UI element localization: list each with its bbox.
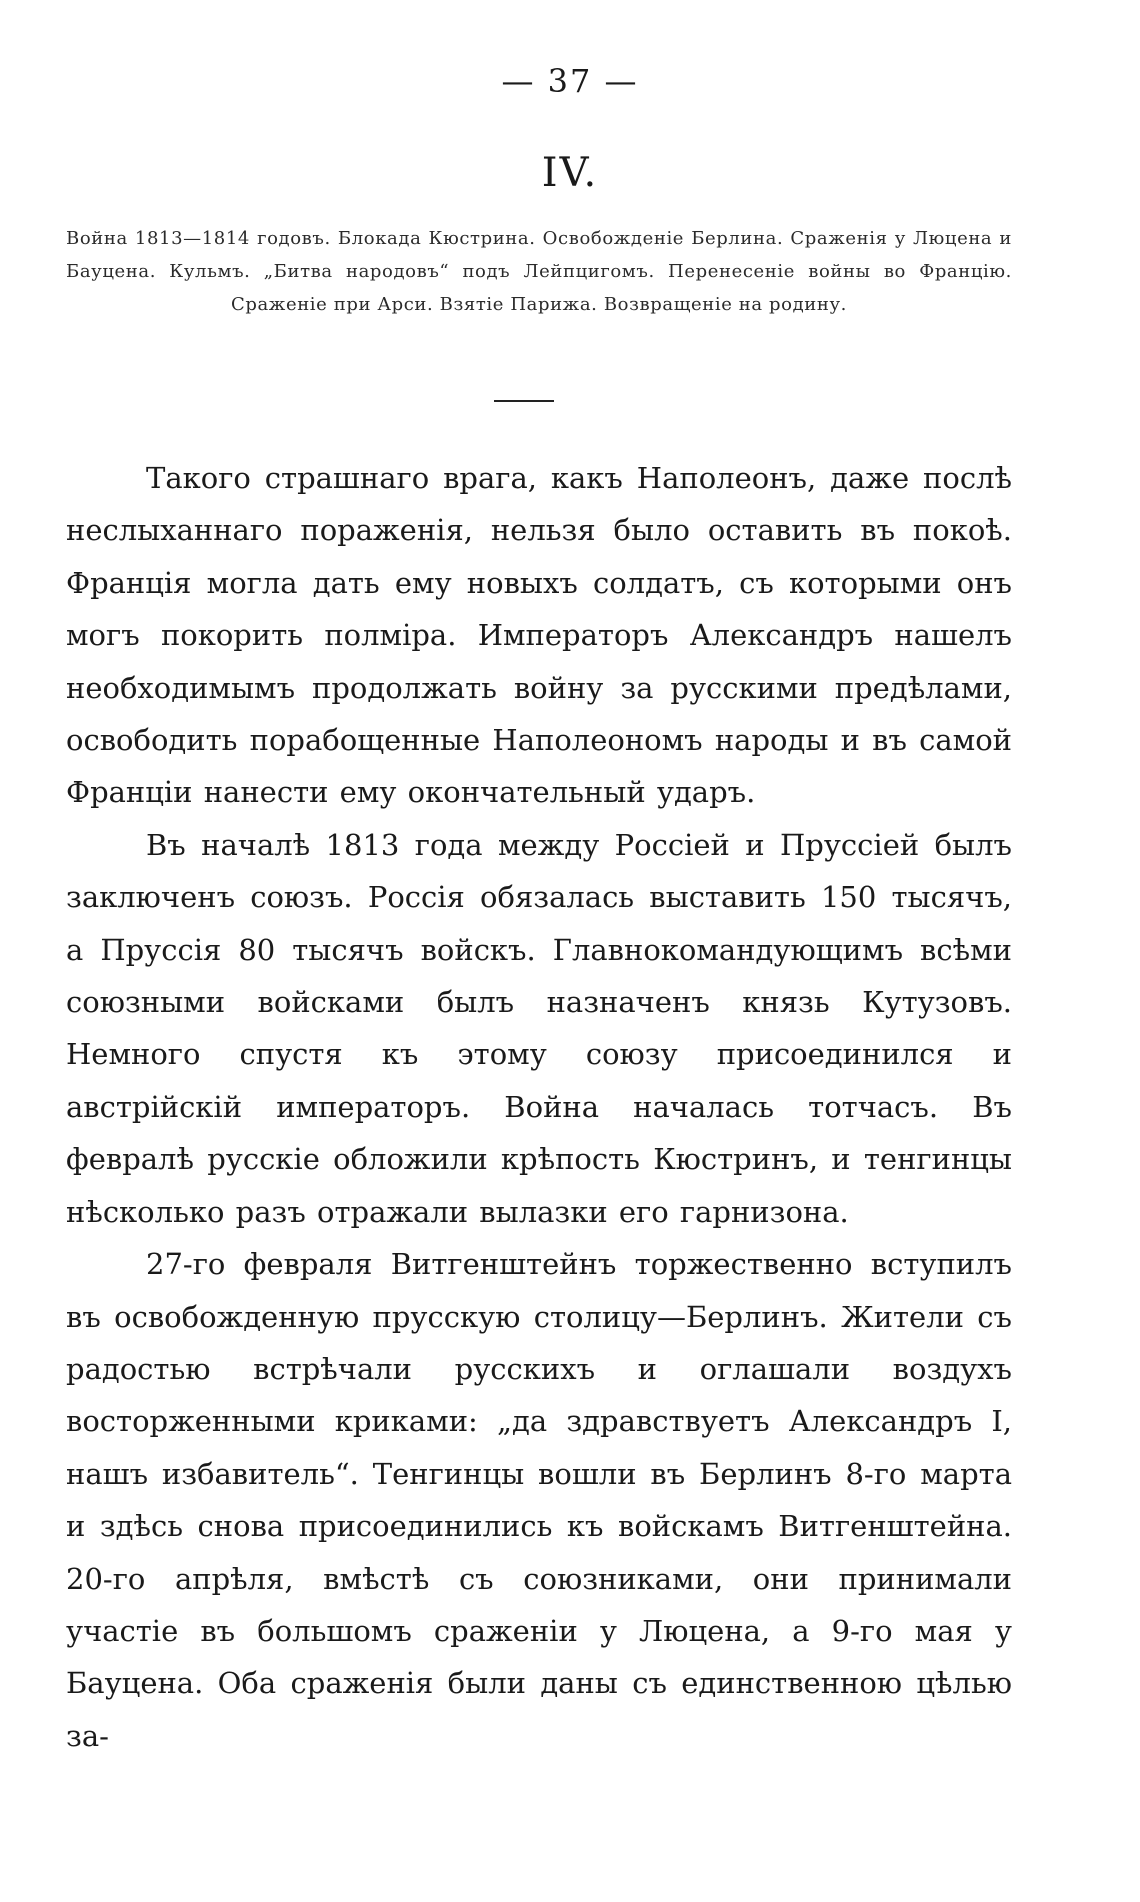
page-number: — 37 — bbox=[501, 62, 639, 100]
paragraph: Въ началѣ 1813 года между Россіей и Пруссіей былъ заключенъ союзъ. Россія обязалась выставить 150 тысячъ, а Пруссія 80 тысячъ войскъ. Главнокомандующимъ всѣми союзными войсками былъ назначенъ князь Кутузовъ. Немного спустя къ этому союзу присоединился и австрійскій императоръ. Война началась тотчасъ. Въ февралѣ русскіе обложили крѣпость Кюстринъ, и тенгинцы нѣсколько разъ отражали вылазки его гарнизона. bbox=[66, 827, 1012, 1229]
chapter-numeral: IV. bbox=[541, 150, 599, 196]
chapter-summary: Война 1813—1814 годовъ. Блокада Кюстрина. Освобожденіе Берлина. Сраженія у Люцена и Бауцена. Кульмъ. „Битва народовъ“ подъ Лейпцигомъ. Перенесеніе войны во Францію. Сраженіе при Арси. Взятіе Парижа. Возвращеніе на родину. bbox=[66, 228, 1012, 315]
paragraph: Такого страшнаго врага, какъ Наполеонъ, даже послѣ неслыханнаго пораженія, нельзя было оставить въ покоѣ. Франція могла дать ему новыхъ солдатъ, съ которыми онъ могъ покорить полміра. Императоръ Александръ нашелъ необходимымъ продолжать войну за русскими предѣлами, освободить порабощенные Наполеономъ народы и въ самой Франціи нанести ему окончательный ударъ. bbox=[66, 461, 1012, 810]
body-text bbox=[66, 452, 1012, 1762]
section-divider bbox=[494, 400, 554, 402]
paragraph: 27-го февраля Витгенштейнъ торжественно вступилъ въ освобожденную прусскую столицу—Берлинъ. Жители съ радостью встрѣчали русскихъ и оглашали воздухъ восторженными криками: „да здравствуетъ Александръ I, нашъ избавитель“. Тенгинцы вошли въ Берлинъ 8-го марта и здѣсь снова присоединились къ войскамъ Витгенштейна. 20-го апрѣля, вмѣстѣ съ союзниками, они принимали участіе въ большомъ сраженіи у Люцена, а 9-го мая у Бауцена. Оба сраженія были даны съ единственною цѣлью за- bbox=[66, 1247, 1012, 1753]
